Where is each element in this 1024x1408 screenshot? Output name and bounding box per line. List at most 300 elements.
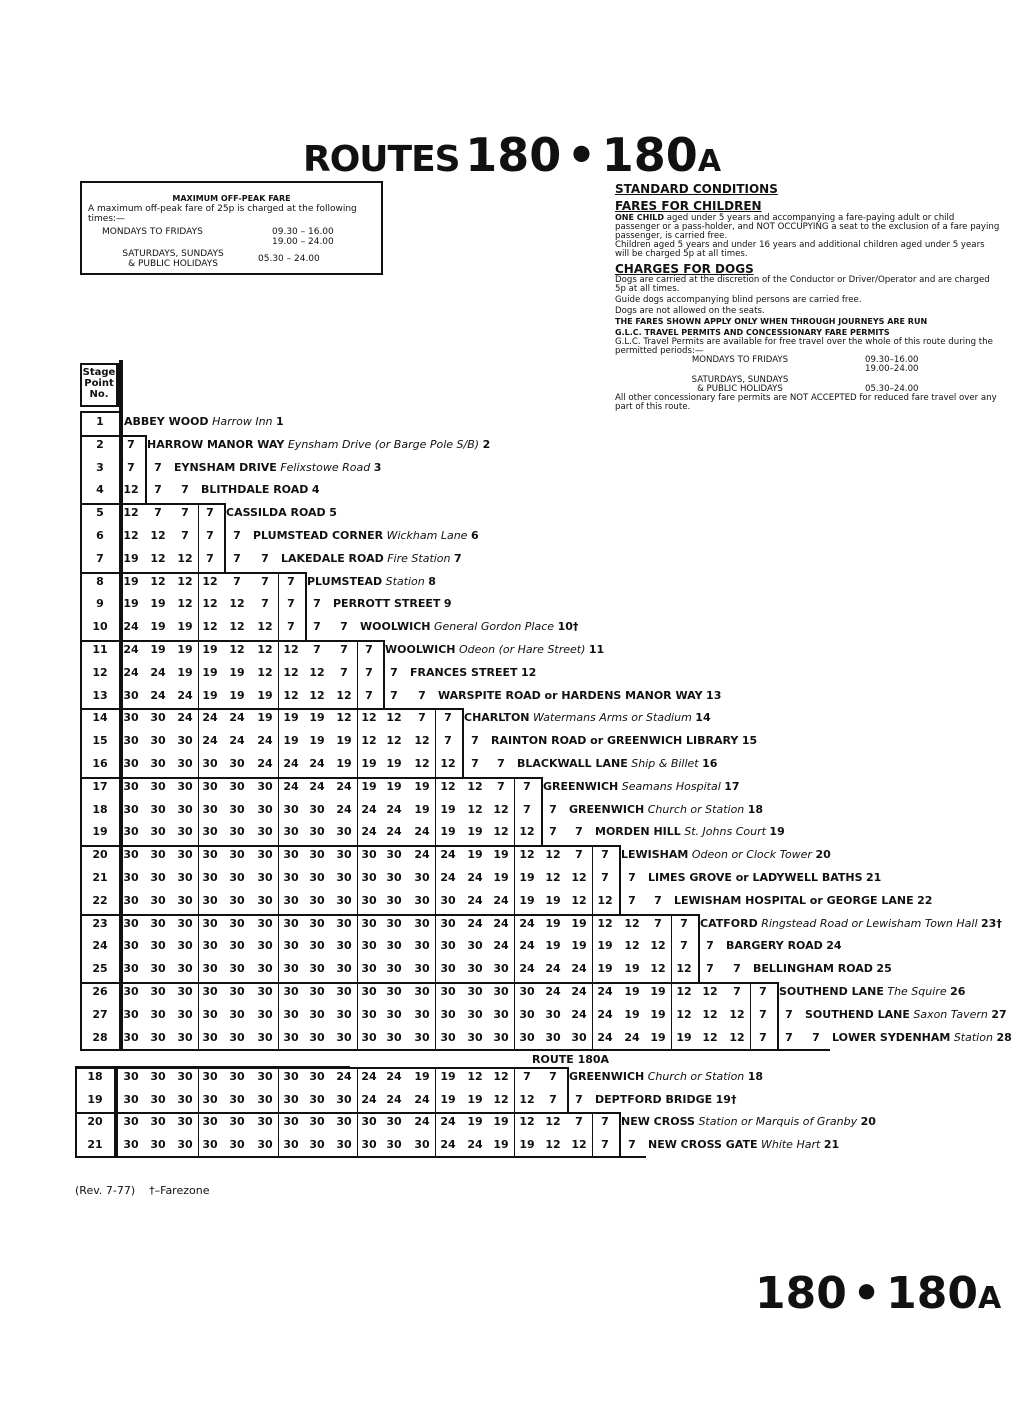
stop-name: WARSPITE ROAD or HARDENS MANOR WAY	[438, 688, 703, 702]
fare-cell: 24	[493, 893, 509, 907]
fare-cell: 30	[386, 939, 402, 953]
fare-cell: 7	[340, 643, 348, 656]
stop-detail: St. Johns Court	[684, 825, 766, 839]
fare-cell: 30	[467, 1007, 483, 1021]
rule	[80, 982, 777, 984]
stage-point-number: 18	[92, 802, 108, 816]
fare-cell: 7	[390, 665, 398, 679]
fare-cell: 19	[202, 688, 218, 702]
fare-cell: 19	[336, 757, 352, 770]
fare-cell: 12	[650, 962, 666, 976]
fare-cell: 12	[519, 1115, 535, 1128]
stage-point-number: 20	[87, 1115, 103, 1128]
stage-point-number: 25	[92, 962, 108, 976]
fare-cell: 30	[440, 893, 456, 907]
rule	[198, 845, 199, 913]
fare-cell: 30	[150, 848, 166, 862]
stage-number: 19†	[715, 1092, 737, 1106]
fare-cell: 7	[706, 939, 714, 953]
fare-cell: 30	[202, 1030, 218, 1044]
fare-cell: 19	[571, 916, 587, 930]
fare-cell: 30	[336, 1030, 352, 1044]
fare-cell: 24	[309, 779, 325, 793]
stop-label	[595, 1093, 736, 1106]
fare-cell: 30	[336, 939, 352, 953]
fare-cell: 7	[523, 802, 531, 816]
fare-cell: 30	[150, 985, 166, 998]
fare-cell: 30	[386, 985, 402, 998]
fare-cell: 19	[650, 1030, 666, 1044]
fare-cell: 30	[150, 825, 166, 839]
glc-row: MONDAYS TO FRIDAYS 09.30–16.00 19.00–24.00	[691, 355, 919, 374]
fare-cell: 30	[386, 871, 402, 884]
stage-point-number: 21	[87, 1137, 103, 1151]
fare-cell: 7	[313, 597, 321, 611]
fare-cell: 19	[493, 1137, 509, 1151]
fare-cell: 24	[177, 711, 193, 725]
fare-cell: 19	[386, 779, 402, 793]
fare-cell: 7	[497, 757, 505, 770]
fare-cell: 19	[386, 757, 402, 770]
stage-point-number: 6	[96, 529, 104, 542]
fare-cell: 7	[575, 1092, 583, 1106]
fare-cell: 30	[229, 985, 245, 998]
fare-cell: 7	[181, 483, 189, 497]
stop-name: LIMES GROVE or LADYWELL BATHS	[648, 871, 863, 884]
fare-cell: 30	[202, 939, 218, 953]
fare-cell: 30	[150, 802, 166, 816]
rule	[435, 982, 436, 1050]
fare-cell: 30	[361, 962, 377, 976]
stage-point-number: 2	[96, 437, 104, 451]
fare-cell: 12	[702, 985, 718, 998]
stop-name: GREENWICH	[543, 779, 619, 793]
rule	[80, 1049, 830, 1051]
fare-cell: 30	[283, 1070, 299, 1083]
fare-cell: 19	[229, 665, 245, 679]
fare-cell: 12	[123, 483, 139, 497]
fare-cell: 7	[575, 848, 583, 862]
fare-cell: 24	[519, 939, 535, 953]
fare-cell: 12	[361, 711, 377, 725]
fare-cell: 30	[336, 1007, 352, 1021]
fare-cell: 30	[257, 916, 273, 930]
fare-cell: 12	[386, 734, 402, 748]
fare-cell: 19	[676, 1030, 692, 1044]
fare-cell: 7	[628, 1137, 636, 1151]
stage-point-number: 15	[92, 734, 108, 748]
fare-cell: 7	[733, 985, 741, 998]
fare-cell: 30	[150, 871, 166, 884]
stop-label	[147, 438, 490, 451]
fare-cell: 24	[386, 1070, 402, 1083]
stop-label	[174, 461, 381, 474]
fare-cell: 7	[261, 597, 269, 611]
rule	[435, 914, 436, 982]
fare-cell: 30	[257, 1115, 273, 1128]
fare-cell: 30	[336, 1115, 352, 1128]
fare-cell: 19	[624, 985, 640, 998]
fare-cell: 24	[597, 1007, 613, 1021]
fare-cell: 19	[493, 1115, 509, 1128]
fare-cell: 24	[123, 620, 139, 634]
rule	[567, 1067, 569, 1112]
fare-cell: 12	[729, 1007, 745, 1021]
stage-number: 19	[769, 825, 785, 839]
fare-cell: 30	[386, 962, 402, 976]
footnote	[75, 1184, 209, 1197]
fare-cell: 30	[361, 1115, 377, 1128]
fare-cell: 7	[785, 1007, 793, 1021]
fare-cell: 30	[257, 1137, 273, 1151]
rule	[514, 1112, 515, 1157]
stage-number: 7	[454, 551, 462, 565]
fare-cell: 30	[123, 734, 139, 748]
fare-cell: 30	[229, 802, 245, 816]
stop-label	[832, 1031, 1012, 1044]
stage-point-number: 26	[92, 985, 108, 998]
rule	[80, 572, 305, 574]
rule	[435, 708, 436, 776]
fare-cell: 30	[386, 916, 402, 930]
rule	[541, 777, 543, 845]
stop-label	[805, 1008, 1007, 1021]
fare-cell: 30	[440, 962, 456, 976]
rule	[514, 914, 515, 982]
fare-cell: 30	[123, 871, 139, 884]
stop-label	[700, 917, 1002, 930]
rule	[80, 914, 698, 916]
rule	[198, 708, 199, 776]
stage-number: 4	[311, 483, 320, 497]
fare-cell: 30	[177, 1115, 193, 1128]
stage-number: 21	[823, 1137, 840, 1151]
dogs-seats-text: Dogs are not allowed on the seats.	[615, 306, 765, 316]
stop-label	[674, 894, 932, 907]
fare-cell: 19	[177, 665, 193, 679]
fare-cell: 7	[444, 734, 452, 748]
fare-cell: 7	[654, 916, 662, 930]
stage-number: 10†	[557, 620, 579, 634]
fare-cell: 24	[386, 1092, 402, 1106]
stage-point-number: 10	[92, 620, 108, 634]
rule	[357, 1067, 358, 1112]
rule	[592, 982, 593, 1050]
rule	[357, 708, 358, 776]
fare-cell: 30	[177, 734, 193, 748]
fare-cell: 30	[283, 1007, 299, 1021]
stage-number: 3	[373, 460, 382, 474]
off-peak-times: 05.30 – 24.00	[258, 254, 320, 264]
fare-cell: 12	[336, 711, 352, 725]
stage-number: 2	[482, 437, 491, 451]
stop-label	[569, 1070, 763, 1083]
fare-cell: 30	[309, 1007, 325, 1021]
fare-cell: 19	[519, 871, 535, 884]
fare-cell: 12	[309, 688, 325, 702]
rule	[357, 640, 358, 708]
rule	[119, 360, 123, 1049]
fare-cell: 30	[336, 962, 352, 976]
fare-cell: 30	[545, 1030, 561, 1044]
stop-detail: Watermans Arms or Stadium	[533, 711, 692, 725]
fare-cell: 19	[257, 688, 273, 702]
fare-cell: 19	[229, 688, 245, 702]
fare-cell: 7	[471, 757, 479, 770]
fare-cell: 30	[202, 825, 218, 839]
fare-cell: 19	[440, 802, 456, 816]
stop-detail: Odeon (or Hare Street)	[459, 643, 586, 656]
fare-cell: 30	[123, 688, 139, 702]
fare-cell: 12	[229, 597, 245, 611]
stop-name: FRANCES STREET	[410, 665, 518, 679]
fare-cell: 19	[650, 1007, 666, 1021]
fare-cell: 7	[206, 529, 214, 542]
fare-cell: 30	[257, 1030, 273, 1044]
stage-number: 6	[470, 529, 479, 542]
stop-label	[621, 848, 831, 861]
fare-cell: 30	[123, 1092, 139, 1106]
stage-point-number: 12	[92, 665, 108, 679]
fare-cell: 30	[229, 916, 245, 930]
fare-cell: 24	[545, 985, 561, 998]
stop-name: GREENWICH	[569, 802, 645, 816]
stage-number: 1	[276, 415, 284, 428]
fare-cell: 30	[177, 1070, 193, 1083]
fare-cell: 12	[467, 1070, 483, 1083]
fare-cell: 12	[283, 665, 299, 679]
stage-number: 22	[917, 893, 933, 907]
fare-cell: 24	[202, 734, 218, 748]
stage-point-number: 5	[96, 506, 104, 520]
fare-cell: 30	[493, 1030, 509, 1044]
fare-cell: 24	[386, 825, 402, 839]
stop-detail: General Gordon Place	[434, 620, 555, 634]
stop-name: BLITHDALE ROAD	[201, 483, 309, 497]
fare-cell: 7	[680, 916, 688, 930]
fare-cell: 7	[365, 688, 373, 702]
rule	[357, 777, 358, 845]
dogs-heading: CHARGES FOR DOGS	[615, 262, 754, 276]
fare-cell: 12	[229, 643, 245, 656]
fare-cell: 30	[257, 893, 273, 907]
stop-name: NEW CROSS	[621, 1115, 695, 1128]
rule	[357, 1112, 358, 1157]
rule	[278, 640, 279, 708]
stop-name: NEW CROSS GATE	[648, 1137, 758, 1151]
glc-heading: G.L.C. TRAVEL PERMITS AND CONCESSIONARY FARE PERMITS	[615, 328, 890, 337]
fare-cell: 30	[229, 1070, 245, 1083]
rule	[278, 708, 279, 776]
stage-point-number: 13	[92, 688, 108, 702]
fare-cell: 30	[309, 1070, 325, 1083]
fare-cell: 12	[571, 893, 587, 907]
fare-cell: 7	[733, 962, 741, 976]
fare-cell: 30	[519, 985, 535, 998]
fare-cell: 12	[597, 893, 613, 907]
fare-cell: 19	[597, 962, 613, 976]
rule	[80, 777, 541, 779]
rule	[198, 640, 199, 708]
fare-cell: 12	[150, 574, 166, 588]
stop-detail: Station or Marquis of Granby	[698, 1115, 858, 1128]
fare-cell: 12	[729, 1030, 745, 1044]
fare-cell: 7	[601, 871, 609, 884]
fare-cell: 30	[150, 1137, 166, 1151]
fare-cell: 30	[283, 1092, 299, 1106]
fare-cell: 7	[340, 665, 348, 679]
stop-detail: Ship & Billet	[631, 757, 699, 770]
stop-detail: White Hart	[760, 1137, 821, 1151]
stop-label	[621, 1115, 876, 1128]
fare-cell: 30	[177, 893, 193, 907]
stage-number: 11	[588, 643, 605, 656]
fare-cell: 19	[202, 643, 218, 656]
fare-cell: 24	[361, 825, 377, 839]
fare-cell: 7	[628, 893, 636, 907]
fare-cell: 30	[283, 962, 299, 976]
fare-cell: 30	[177, 802, 193, 816]
fare-cell: 24	[361, 1070, 377, 1083]
fare-cell: 24	[177, 688, 193, 702]
fare-cell: 30	[361, 1007, 377, 1021]
fare-cell: 30	[150, 962, 166, 976]
fare-cell: 7	[390, 688, 398, 702]
stage-number: 13	[706, 688, 722, 702]
rule	[777, 982, 779, 1050]
route-180a-heading: ROUTE 180A	[532, 1053, 610, 1066]
fare-cell: 19	[493, 871, 509, 884]
fare-cell: 30	[467, 1030, 483, 1044]
stage-point-number: 17	[92, 779, 108, 793]
stage-number: 14	[695, 711, 711, 725]
stage-point-number: 28	[92, 1030, 108, 1044]
stage-point-number: 19	[87, 1092, 103, 1106]
stage-point-number: 9	[96, 597, 104, 611]
fare-cell: 12	[150, 529, 166, 542]
fare-cell: 19	[545, 939, 561, 953]
fare-cell: 7	[759, 1007, 767, 1021]
fare-cell: 7	[418, 711, 426, 725]
fare-cell: 30	[229, 871, 245, 884]
fare-cell: 30	[123, 916, 139, 930]
stop-name: BELLINGHAM ROAD	[753, 962, 873, 976]
fare-cell: 30	[257, 779, 273, 793]
fare-cell: 30	[123, 757, 139, 770]
stage-point-number: 1	[96, 415, 104, 428]
footer-route-number: 180 • 180A	[755, 1268, 1002, 1319]
fare-cell: 24	[414, 1092, 430, 1106]
fare-cell: 30	[361, 939, 377, 953]
fare-cell: 30	[309, 916, 325, 930]
fare-cell: 30	[386, 893, 402, 907]
stop-detail: Harrow Inn	[212, 415, 273, 428]
fare-cell: 19	[440, 1070, 456, 1083]
stop-name: EYNSHAM DRIVE	[174, 460, 277, 474]
guide-dogs-text: Guide dogs accompanying blind persons are carried free.	[615, 295, 862, 305]
fare-cell: 30	[414, 1030, 430, 1044]
rule	[145, 435, 147, 503]
stop-label	[201, 483, 320, 496]
fare-cell: 24	[519, 916, 535, 930]
fare-cell: 30	[150, 1030, 166, 1044]
stop-name: LAKEDALE ROAD	[281, 551, 384, 565]
fare-cell: 19	[440, 1092, 456, 1106]
fare-cell: 30	[202, 1092, 218, 1106]
stage-number: 16	[702, 757, 718, 770]
stage-number: 26	[950, 985, 966, 998]
fare-cell: 30	[309, 848, 325, 862]
rule	[80, 411, 120, 413]
stage-point-number: 8	[96, 574, 104, 588]
rule	[592, 914, 593, 982]
stop-name: DEPTFORD BRIDGE	[595, 1092, 713, 1106]
fare-cell: 24	[150, 665, 166, 679]
fare-cell: 30	[150, 893, 166, 907]
rule	[75, 1112, 619, 1114]
stop-name: WOOLWICH	[360, 620, 431, 634]
stop-label	[333, 597, 452, 610]
rule	[80, 708, 462, 710]
fare-cell: 12	[571, 1137, 587, 1151]
fare-cell: 30	[257, 848, 273, 862]
fare-cell: 7	[313, 620, 321, 634]
fare-cell: 19	[624, 962, 640, 976]
fare-cell: 19	[202, 665, 218, 679]
stage-number: 20	[860, 1115, 876, 1128]
stage-header: Stage Point No.	[80, 363, 120, 407]
rule	[198, 572, 199, 640]
fare-cell: 12	[571, 871, 587, 884]
fare-cell: 12	[202, 620, 218, 634]
stop-name: SOUTHEND LANE	[779, 985, 884, 998]
fare-cell: 24	[123, 665, 139, 679]
stage-point-number: 16	[92, 757, 108, 770]
fare-cell: 19	[519, 893, 535, 907]
fare-cell: 7	[154, 483, 162, 497]
fare-cell: 30	[283, 802, 299, 816]
off-peak-heading: MAXIMUM OFF-PEAK FARE	[172, 194, 291, 203]
fare-cell: 7	[654, 893, 662, 907]
fare-cell: 19	[414, 779, 430, 793]
fare-cell: 30	[414, 893, 430, 907]
fare-cell: 7	[601, 1115, 609, 1128]
stop-label	[491, 734, 757, 747]
fare-cell: 12	[597, 916, 613, 930]
fare-cell: 30	[229, 825, 245, 839]
fare-cell: 24	[467, 1137, 483, 1151]
fare-cell: 30	[229, 757, 245, 770]
fare-cell: 30	[177, 962, 193, 976]
fare-cell: 7	[127, 437, 135, 451]
stop-label	[595, 825, 785, 838]
fare-cell: 12	[283, 688, 299, 702]
fare-cell: 24	[414, 825, 430, 839]
fare-cell: 19	[467, 848, 483, 862]
fare-cell: 19	[309, 711, 325, 725]
fare-cell: 7	[523, 1070, 531, 1083]
rule	[619, 845, 621, 913]
stop-detail: The Squire	[887, 985, 947, 998]
stop-label	[360, 620, 578, 633]
stop-label	[517, 757, 717, 770]
fare-cell: 30	[123, 779, 139, 793]
fare-cell: 30	[361, 985, 377, 998]
fare-cell: 12	[123, 506, 139, 520]
stop-detail: Seamans Hospital	[621, 779, 721, 793]
rule	[305, 572, 307, 640]
fare-cell: 30	[229, 1092, 245, 1106]
